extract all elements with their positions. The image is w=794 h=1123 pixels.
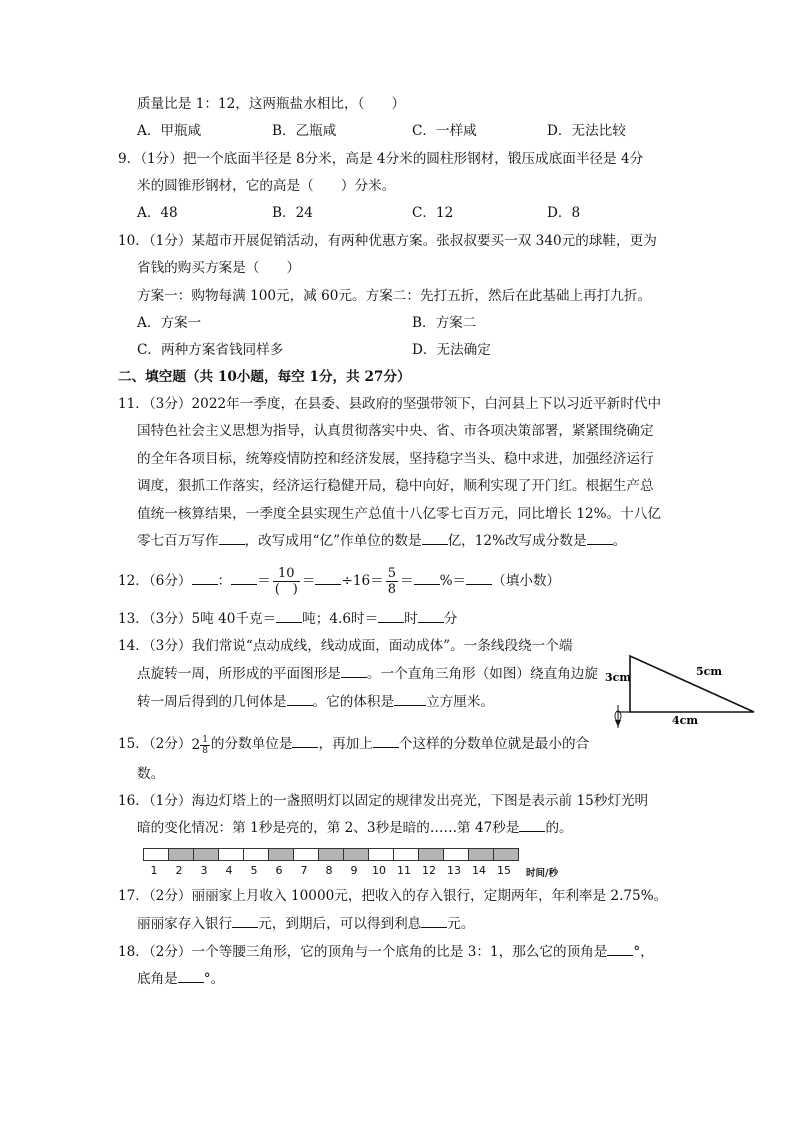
q17-text-b: 元，到期后，可以得到利息 — [258, 916, 422, 932]
timeline-tick-13: 13 — [447, 864, 461, 877]
timeline-cell-15 — [493, 848, 519, 861]
q11-text-c: 亿，12%改写成分数是 — [447, 533, 587, 549]
q11-text-b: ，改写成用“亿”作单位的数是 — [244, 533, 422, 549]
timeline-tick-4: 4 — [225, 864, 233, 877]
timeline-axis-label: 时间/秒 — [526, 868, 558, 879]
q15-text-c: 个这样的分数单位就是最小的合 — [398, 736, 590, 752]
timeline-cell-9 — [343, 848, 369, 861]
q18-line1 — [118, 942, 654, 962]
q18-line2 — [137, 969, 224, 989]
q14-blank-2[interactable] — [287, 692, 313, 706]
q11-line4: 调度，狠抓工作落实，经济运行稳健开局，稳中向好，顺利实现了开门红。根据生产总 — [137, 478, 654, 494]
q16-text-a: 暗的变化情况：第 1秒是亮的，第 2、3秒是暗的……第 47秒是 — [137, 820, 520, 836]
q13-text-c: 时 — [404, 611, 418, 627]
q12-blank-3[interactable] — [315, 571, 341, 585]
q13-blank-2[interactable] — [378, 609, 404, 623]
timeline-tick-2: 2 — [175, 864, 183, 877]
right-triangle-figure — [605, 650, 762, 730]
timeline-tick-10: 10 — [372, 864, 386, 877]
q10-line3: 方案一：购物每满 100元，减 60元。方案二：先打五折，然后在此基础上再打九折。 — [137, 288, 652, 304]
q13-blank-3[interactable] — [418, 609, 444, 623]
q18-text-d: °。 — [203, 971, 225, 987]
timeline-tick-7: 7 — [300, 864, 308, 877]
q13-blank-1[interactable] — [276, 609, 302, 623]
q12-colon: ： — [217, 573, 232, 589]
q15-mixed-num: 1 — [202, 734, 208, 745]
timeline-cell-14 — [468, 848, 494, 861]
q11-line5: 值统一核算结果，一季度全县实现生产总值十八亿零七百万元，同比增长 12%。十八亿 — [137, 506, 661, 522]
q9-option-a[interactable]: A．48 — [137, 205, 178, 221]
q12-line — [118, 566, 560, 597]
q12-frac1-num: 10 — [273, 566, 300, 582]
q12-fraction-1 — [273, 566, 300, 597]
timeline-tick-15: 15 — [497, 864, 511, 877]
q15-line2: 数。 — [137, 766, 165, 782]
timeline-tick-12: 12 — [422, 864, 436, 877]
q10-line1: 10．（1分）某超市开展促销活动，有两种优惠方案。张叔叔要买一双 340元的球鞋，更为 — [118, 233, 657, 249]
q16-blank-1[interactable] — [519, 818, 545, 832]
q11-text-a: 零七百万写作 — [137, 533, 219, 549]
timeline-tick-5: 5 — [250, 864, 258, 877]
q14-blank-3[interactable] — [394, 692, 426, 706]
q10-option-c[interactable]: C．两种方案省钱同样多 — [137, 342, 284, 358]
timeline-cell-3 — [193, 848, 219, 861]
timeline-cell-7 — [293, 848, 319, 861]
q12-frac2-den: 8 — [387, 582, 397, 597]
q14-line1: 14．（3分）我们常说“点动成线，线动成面，面动成体”。一条线段绕一个端 — [118, 638, 573, 654]
timeline-tick-14: 14 — [472, 864, 486, 877]
q9-option-b[interactable]: B．24 — [272, 205, 313, 221]
q14-text-3b: 。它的体积是 — [312, 694, 395, 710]
label-hypotenuse: 5cm — [696, 665, 722, 678]
q11-line6 — [137, 531, 626, 551]
q16-line1: 16．（1分）海边灯塔上的一盏照明灯以固定的规律发出亮光，下图是表示前 15秒灯光明 — [118, 793, 649, 809]
q12-percent: %＝ — [439, 573, 467, 589]
label-vertical: 3cm — [605, 671, 631, 684]
q11-blank-2[interactable] — [422, 531, 448, 545]
timeline-cell-11 — [393, 848, 419, 861]
timeline-tick-9: 9 — [350, 864, 358, 877]
q14-text-3a: 转一周后得到的几何体是 — [137, 694, 287, 710]
q12-frac1-den[interactable]: ( ) — [274, 582, 298, 597]
q15-text-b: ，再加上 — [318, 736, 373, 752]
q15-mixed-fraction — [200, 735, 210, 756]
q17-line2 — [137, 914, 474, 934]
light-timeline-strip — [143, 848, 518, 861]
q12-prefix: 12．（6分） — [118, 573, 192, 589]
q13-text-d: 分 — [443, 611, 458, 627]
timeline-tick-6: 6 — [275, 864, 283, 877]
q18-text-c: 底角是 — [137, 971, 178, 987]
rotation-arrowhead-icon — [615, 720, 621, 727]
q17-blank-1[interactable] — [232, 914, 258, 928]
timeline-tick-3: 3 — [200, 864, 208, 877]
q8-option-c[interactable]: C．一样咸 — [412, 123, 477, 139]
timeline-cell-10 — [368, 848, 394, 861]
q11-text-d: 。 — [612, 533, 627, 549]
q13-text-a: 13．（3分）5吨 40千克＝ — [118, 611, 277, 627]
q10-option-a[interactable]: A．方案一 — [137, 315, 202, 331]
timeline-cell-4 — [218, 848, 244, 861]
timeline-cell-12 — [418, 848, 444, 861]
timeline-tick-1: 1 — [150, 864, 158, 877]
q18-text-b: °， — [633, 944, 654, 960]
timeline-cell-6 — [268, 848, 294, 861]
q17-text-c: 元。 — [447, 916, 475, 932]
q8-option-d[interactable]: D．无法比较 — [547, 123, 626, 139]
q10-line2: 省钱的购买方案是（ ） — [137, 260, 301, 276]
timeline-cell-2 — [168, 848, 194, 861]
q12-eq-2: ＝ — [301, 573, 316, 589]
q15-mixed-den: 8 — [202, 745, 208, 756]
q12-frac2-num: 5 — [387, 566, 397, 581]
q12-blank-5[interactable] — [466, 571, 492, 585]
q16-text-b: 的。 — [545, 820, 573, 836]
q13-text-b: 吨；4.6时＝ — [302, 611, 379, 627]
section-heading: 二、填空题（共 10小题，每空 1分，共 27分） — [118, 369, 411, 385]
label-base: 4cm — [672, 714, 698, 727]
q15-mixed-whole: 2 — [191, 736, 201, 753]
q9-option-d[interactable]: D．8 — [547, 205, 581, 221]
q11-line3: 的全年各项目标，统筹疫情防控和经济发展，坚持稳字当头、稳中求进，加强经济运行 — [137, 451, 654, 467]
q15-text-a: 的分数单位是 — [210, 736, 293, 752]
q12-eq-1: ＝ — [257, 573, 271, 589]
q12-blank-1[interactable] — [192, 571, 218, 585]
q11-line2: 国特色社会主义思想为指导，认真贯彻落实中央、省、市各项决策部署，紧紧围绕确定 — [137, 423, 654, 439]
timeline-cell-13 — [443, 848, 469, 861]
q14-line2 — [137, 664, 598, 684]
q8-option-a[interactable]: A．甲瓶咸 — [137, 123, 202, 139]
q14-text-2b: 。一个直角三角形（如图）绕直角边旋 — [366, 666, 598, 682]
q10-option-b[interactable]: B．方案二 — [412, 315, 477, 331]
q16-line2 — [137, 818, 573, 838]
q15-blank-2[interactable] — [373, 734, 399, 748]
q14-text-3c: 立方厘米。 — [426, 694, 495, 710]
q8-text: 质量比是 1：12，这两瓶盐水相比，（ ） — [137, 96, 406, 112]
q12-eq-3: ＝ — [400, 573, 414, 589]
timeline-cell-5 — [243, 848, 269, 861]
q12-blank-4[interactable] — [414, 571, 440, 585]
q17-blank-2[interactable] — [421, 914, 447, 928]
timeline-tick-11: 11 — [397, 864, 411, 877]
q18-blank-1[interactable] — [607, 942, 633, 956]
q13-line — [118, 609, 457, 629]
q14-line3 — [137, 692, 494, 712]
q10-option-d[interactable]: D．无法确定 — [412, 342, 491, 358]
q15-blank-1[interactable] — [292, 734, 318, 748]
q17-text-a: 丽丽家存入银行 — [137, 916, 233, 932]
timeline-cell-8 — [318, 848, 344, 861]
q14-blank-1[interactable] — [341, 664, 367, 678]
q9-option-c[interactable]: C．12 — [412, 205, 454, 221]
q15-mixed-number — [192, 733, 211, 757]
triangle-shape — [630, 656, 754, 712]
q15-prefix: 15．（2分） — [118, 736, 192, 752]
q18-blank-2[interactable] — [178, 969, 204, 983]
q12-div16: ÷16＝ — [341, 573, 384, 589]
q12-suffix: （填小数） — [492, 573, 561, 589]
q18-text-a: 18．（2分）一个等腰三角形，它的顶角与一个底角的比是 3：1，那么它的顶角是 — [118, 944, 608, 960]
q11-blank-1[interactable] — [219, 531, 245, 545]
q15-line1 — [118, 732, 589, 757]
q17-line1: 17．（2分）丽丽家上月收入 10000元，把收入的存入银行，定期两年，年利率是 2.75%。 — [118, 888, 668, 904]
q12-fraction-2 — [386, 566, 398, 597]
q11-blank-3[interactable] — [587, 531, 613, 545]
q11-line1: 11．（3分）2022年一季度，在县委、县政府的坚强带领下，白河县上下以习近平新时代中 — [118, 396, 662, 412]
q12-blank-2[interactable] — [231, 571, 257, 585]
q9-line1: 9．（1分）把一个底面半径是 8分米，高是 4分米的圆柱形钢材，锻压成底面半径是 4分 — [118, 151, 644, 167]
q14-text-2a: 点旋转一周，所形成的平面图形是 — [137, 666, 341, 682]
timeline-cell-1 — [143, 848, 169, 861]
timeline-tick-8: 8 — [325, 864, 333, 877]
q8-option-b[interactable]: B．乙瓶咸 — [272, 123, 337, 139]
q9-line2: 米的圆锥形钢材，它的高是（ ）分米。 — [137, 178, 396, 194]
